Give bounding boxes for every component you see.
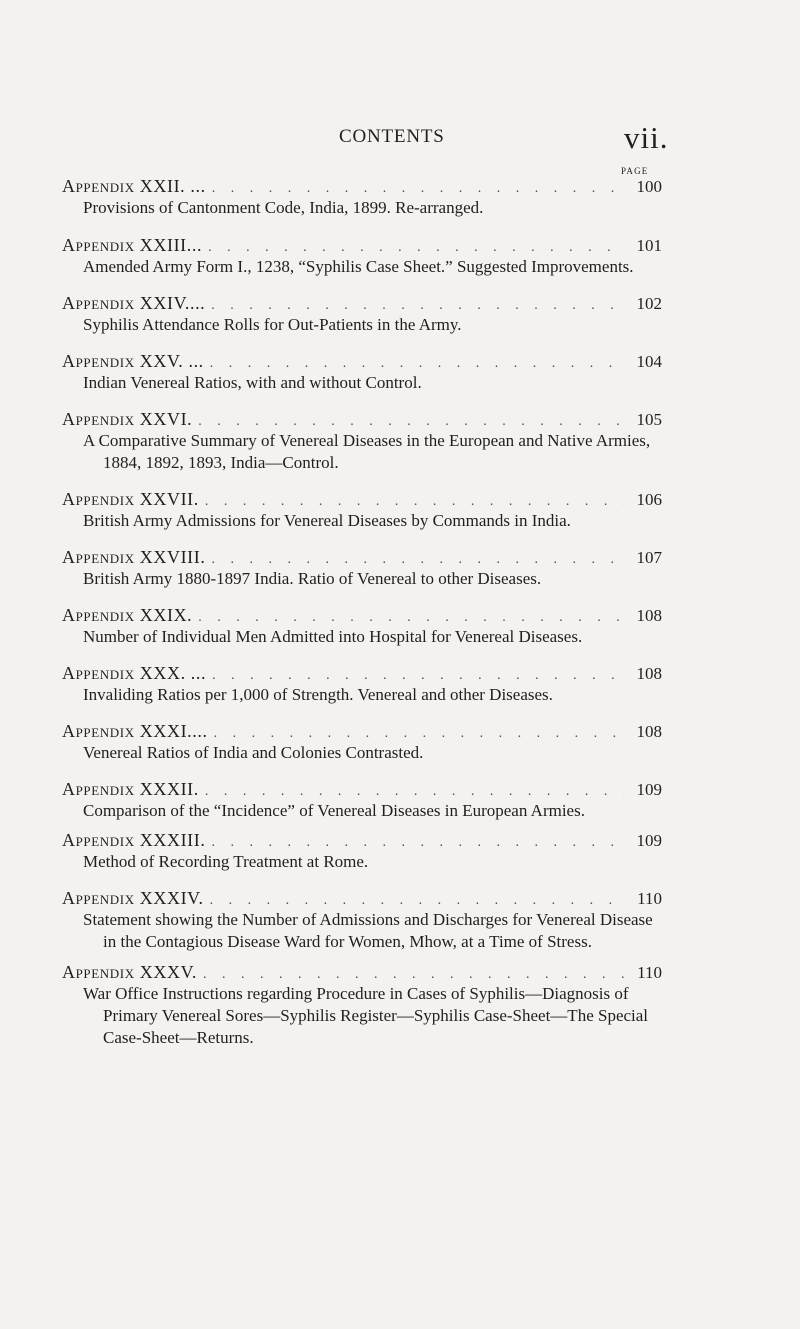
- entry-page: 106: [636, 490, 662, 509]
- contents-entry: [62, 292, 662, 336]
- contents-entry: [62, 546, 662, 590]
- entry-page: 110: [637, 889, 662, 908]
- entry-label: Appendix XXIV....: [62, 293, 206, 313]
- entry-description: Comparison of the “Incidence” of Venereal Diseases in European Armies.: [83, 801, 585, 820]
- contents-entry: [62, 778, 662, 822]
- entry-description: Provisions of Cantonment Code, India, 1899. Re-arranged.: [83, 198, 484, 217]
- entry-page: 110: [637, 963, 662, 982]
- page-number: vii.: [624, 120, 669, 155]
- entry-label: Appendix XXXI....: [62, 721, 208, 741]
- contents-entry: [62, 604, 662, 648]
- entry-label: Appendix XXXII.: [62, 779, 199, 799]
- contents-entry: [62, 720, 662, 764]
- entry-page: 104: [636, 352, 662, 371]
- entry-page: 102: [636, 294, 662, 313]
- entry-label: Appendix XXIX.: [62, 605, 193, 625]
- entry-page: 100: [636, 177, 662, 196]
- contents-entry: [62, 175, 662, 219]
- entry-label: Appendix XXXIII.: [62, 830, 206, 850]
- entry-description: Method of Recording Treatment at Rome.: [83, 852, 369, 871]
- contents-entry: [62, 350, 662, 394]
- entry-description: Invaliding Ratios per 1,000 of Strength. Venereal and other Diseases.: [83, 685, 553, 704]
- entry-description: Number of Individual Men Admitted into Hospital for Venereal Diseases.: [83, 627, 583, 646]
- entry-description: Indian Venereal Ratios, with and without Control.: [83, 373, 422, 392]
- entry-description: Amended Army Form I., 1238, “Syphilis Case Sheet.” Suggested Improvements.: [83, 257, 634, 276]
- contents-entry: [62, 662, 662, 706]
- contents-list: [62, 175, 662, 1049]
- entry-label: Appendix XXVI.: [62, 409, 193, 429]
- entry-description: Syphilis Attendance Rolls for Out-Patients in the Army.: [83, 315, 462, 334]
- entry-page: 109: [636, 780, 662, 799]
- entry-page: 101: [636, 236, 662, 255]
- entry-page: 108: [636, 722, 662, 741]
- contents-entry: [62, 488, 662, 532]
- entry-label: Appendix XXV. ...: [62, 351, 204, 371]
- entry-description: A Comparative Summary of Venereal Diseases in the European and Native Armies, 1884, 1892, 1893, India—Control.: [83, 431, 651, 472]
- entry-label: Appendix XXVII.: [62, 489, 199, 509]
- contents-entry: [62, 234, 662, 278]
- entry-description: War Office Instructions regarding Procedure in Cases of Syphilis—Diagnosis of Primary Venereal Sores—Syphilis Register—Syphilis Case-Sheet—The Special Case-Sheet—Returns.: [83, 984, 649, 1047]
- entry-label: Appendix XXIII...: [62, 235, 203, 255]
- entry-page: 108: [636, 664, 662, 683]
- entry-label: Appendix XXXIV.: [62, 888, 204, 908]
- contents-entry: [62, 408, 662, 474]
- page-column-label: PAGE: [621, 166, 649, 176]
- page-title: CONTENTS: [339, 126, 445, 147]
- entry-description: British Army 1880-1897 India. Ratio of Venereal to other Diseases.: [83, 569, 542, 588]
- entry-description: British Army Admissions for Venereal Diseases by Commands in India.: [83, 511, 571, 530]
- entry-label: Appendix XXXV.: [62, 962, 197, 982]
- running-head: [0, 120, 800, 160]
- entry-label: Appendix XXII. ...: [62, 176, 206, 196]
- entry-description: Venereal Ratios of India and Colonies Contrasted.: [83, 743, 424, 762]
- contents-entry: [62, 961, 662, 1049]
- contents-entry: [62, 829, 662, 873]
- entry-description: Statement showing the Number of Admissions and Discharges for Venereal Disease in the Contagious Disease Ward for Women, Mhow, at a Time of Stress.: [83, 910, 653, 951]
- entry-page: 107: [636, 548, 662, 567]
- contents-entry: [62, 887, 662, 953]
- entry-page: 105: [636, 410, 662, 429]
- entry-label: Appendix XXVIII.: [62, 547, 206, 567]
- entry-page: 109: [636, 831, 662, 850]
- entry-page: 108: [636, 606, 662, 625]
- entry-label: Appendix XXX. ...: [62, 663, 207, 683]
